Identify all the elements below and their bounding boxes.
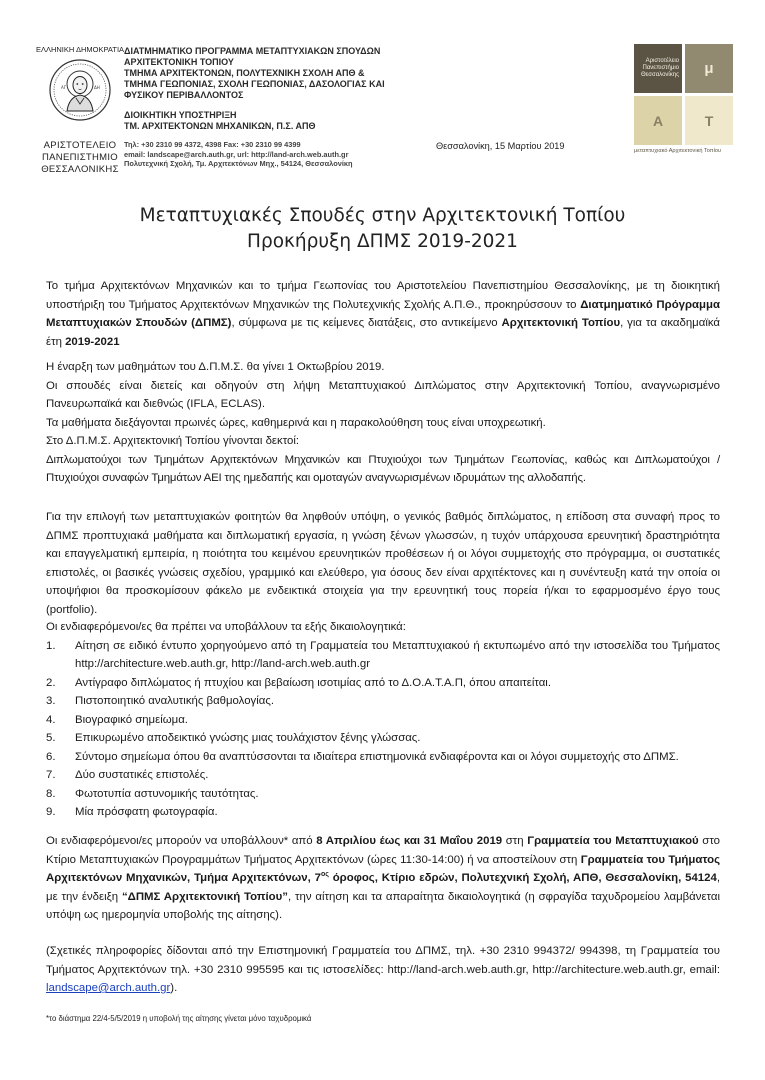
list-item	[46, 637, 720, 674]
list-text: Αντίγραφο διπλώματος ή πτυχίου και βεβαίωση ισοτιμίας από το Δ.Ο.Α.Τ.Α.Π, όπου απαιτείται.	[75, 676, 551, 689]
list-text: Βιογραφικό σημείωμα.	[75, 713, 188, 726]
logo-cell-alpha: Α	[634, 96, 682, 145]
eligibility-paragraph: Διπλωματούχοι των Τμημάτων Αρχιτεκτόνων Μηχανικών και Πτυχιούχοι των Τμημάτων Γεωπονίας, καθώς και Διπλωματούχοι / Πτυχιούχοι συναφών Τμημάτων ΑΕΙ της ημεδαπής και ομοταγών αναγνωρισμένων ιδρυμάτων της αλλοδαπής.	[46, 453, 720, 484]
support-line: ΤΜ. ΑΡΧΙΤΕΚΤΟΝΩΝ ΜΗΧΑΝΙΚΩΝ, Π.Σ. ΑΠΘ	[124, 121, 316, 131]
university-name-line: ΑΡΙΣΤΟΤΕΛΕΙΟ	[43, 140, 117, 151]
list-number: 9.	[46, 806, 56, 818]
list-number: 2.	[46, 676, 56, 689]
logo-grid	[634, 44, 744, 145]
contact-paragraph	[46, 942, 720, 998]
program-header	[124, 46, 444, 169]
secretariat-bold: Γραμματεία του Μεταπτυχιακού	[527, 835, 699, 847]
logo-text-line: Αριστοτέλειο	[645, 58, 679, 64]
list-item	[46, 729, 720, 748]
contact-address: Πολυτεχνική Σχολή, Τμ. Αρχιτεκτόνων Μηχ., 54124, Θεσσαλονίκη	[124, 159, 353, 169]
documents-section	[46, 618, 720, 822]
duration-paragraph: Οι σπουδές είναι διετείς και οδηγούν στη λήψη Μεταπτυχιακού Διπλώματος στην Αρχιτεκτονική Τοπίου, αναγνωρισμένο Πανευρωπαϊκά και διεθνώς (IFLA, ECLAS).	[46, 379, 720, 410]
logo-text-line: Θεσσαλονίκης	[640, 72, 679, 78]
intro-paragraph	[46, 277, 720, 351]
text-run: Το τμήμα Αρχιτεκτόνων Μηχανικών και το τμήμα Γεωπονίας του Αριστοτελείου Πανεπιστημίου Θεσσαλονίκης, με τη διοικητική υποστήριξη του Τμήματος Αρχιτεκτόνων Μηχανικών της Πολυτεχνικής Σχολής Α.Π.Θ., προκηρύσσουν το	[46, 280, 720, 311]
text-run: στη	[502, 835, 528, 847]
start-date-paragraph: Η έναρξη των μαθημάτων του Δ.Π.Μ.Σ. θα γίνει 1 Οκτωβρίου 2019.	[46, 361, 385, 373]
contact-email-url: email: landscape@arch.auth.gr, url: http://land-arch.web.auth.gr	[124, 149, 349, 159]
envelope-label-bold: “ΔΠΜΣ Αρχιτεκτονική Τοπίου”	[121, 890, 288, 903]
list-text: Μία πρόσφατη φωτογραφία.	[75, 806, 218, 818]
list-number: 5.	[46, 732, 56, 744]
university-seal-icon	[49, 59, 111, 121]
email-link[interactable]: landscape@arch.auth.gr	[46, 982, 171, 994]
list-number: 8.	[46, 787, 56, 800]
list-text: Επικυρωμένο αποδεικτικό γνώσης μιας τουλάχιστον ξένης γλώσσας.	[75, 732, 421, 744]
document-date: Θεσσαλονίκη, 15 Μαρτίου 2019	[436, 141, 565, 151]
intro-section	[46, 277, 720, 351]
program-name-bold: Διατμηματικό Πρόγραμμα Μεταπτυχιακών Σπουδών (ΔΠΜΣ)	[46, 298, 720, 329]
text-run: όροφος, Κτίριο εδρών, Πολυτεχνική Σχολή, ΑΠΘ, Θεσσαλονίκη, 54124	[328, 872, 717, 884]
text-run: , με την ένδειξη	[46, 872, 720, 903]
documents-list	[46, 637, 720, 822]
deadline-bold: 8 Απριλίου έως και 31 Μαΐου 2019	[316, 835, 503, 847]
subject-bold: Αρχιτεκτονική Τοπίου	[501, 317, 621, 329]
program-line: ΤΜΗΜΑ ΑΡΧΙΤΕΚΤΟΝΩΝ, ΠΟΛΥΤΕΧΝΙΚΗ ΣΧΟΛΗ ΑΠΘ &	[124, 68, 365, 78]
contact-phone: Τηλ: +30 2310 99 4372, 4398 Fax: +30 2310 99 4399	[124, 140, 301, 149]
support-line: ΔΙΟΙΚΗΤΙΚΗ ΥΠΟΣΤΗΡΙΞΗ	[124, 110, 237, 120]
document-title	[0, 203, 765, 255]
university-name-line: ΘΕΣΣΑΛΟΝΙΚΗΣ	[41, 164, 119, 175]
title-line-1: Μεταπτυχιακές Σπουδές στην Αρχιτεκτονική Τοπίου	[139, 205, 626, 226]
list-number: 1.	[46, 639, 56, 652]
title-line-2: Προκήρυξη ΔΠΜΣ 2019-2021	[247, 231, 518, 252]
contact-details	[124, 140, 444, 169]
list-item	[46, 803, 720, 822]
eligibility-heading: Στο Δ.Π.Μ.Σ. Αρχιτεκτονική Τοπίου γίνονται δεκτοί:	[46, 435, 300, 447]
text-run: , για τα ακαδημαϊκά έτη	[46, 317, 720, 348]
program-line: ΔΙΑΤΜΗΜΑΤΙΚΟ ΠΡΟΓΡΑΜΜΑ ΜΕΤΑΠΤΥΧΙΑΚΩΝ ΣΠΟΥΔΩΝ	[124, 46, 381, 56]
list-item	[46, 674, 720, 693]
list-number: 3.	[46, 695, 56, 707]
list-item	[46, 692, 720, 711]
text-run: Γραμματεία του Τμήματος Αρχιτεκτόνων Μηχανικών, Τμήμα Αρχιτεκτόνων, 7	[46, 853, 720, 884]
text-run: ).	[170, 982, 178, 994]
svg-text:ΔΗ: ΔΗ	[94, 85, 100, 90]
selection-section	[46, 508, 720, 619]
documents-intro: Οι ενδιαφερόμενοι/ες θα πρέπει να υποβάλλουν τα εξής δικαιολογητικά:	[46, 621, 406, 633]
text-run: , σύμφωνα με τις κείμενες διατάξεις, στο αντικείμενο	[231, 317, 502, 329]
selection-paragraph: Για την επιλογή των μεταπτυχιακών φοιτητών θα ληφθούν υπόψη, ο γενικός βαθμός διπλώματος, η επίδοση στα συναφή προς το ΔΠΜΣ προπτυχιακά μαθήματα και διπλωματική εργασία, η γνώση ξένων γλωσσών, η τυχόν υπάρχουσα ερευνητική δραστηριότητα και επαγγελματική εμπειρία, η ποιότητα του κειμένου ερευνητικών προθέσεων ή οι λόγοι συμμετοχής στο πρόγραμμα, οι συστατικές επιστολές, οι βασικές γνώσεις σχεδίου, γραμμικό και ελεύθερο, για όσους δεν είναι αρχιτέκτονες και η συνέντευξη κατά την οποία οι υποψήφιοι θα προσκομίσουν φάκελο με ενδεικτικά στοιχεία για την ερευνητική τους πορεία ή/και το εφαρμοσμένο έργο τους (portfolio).	[46, 511, 720, 616]
list-number: 7.	[46, 769, 56, 781]
hellenic-republic-label: ΕΛΛΗΝΙΚΗ ΔΗΜΟΚΡΑΤΙΑ	[35, 45, 125, 54]
program-line: ΑΡΧΙΤΕΚΤΟΝΙΚΗ ΤΟΠΙΟΥ	[124, 57, 234, 67]
list-item	[46, 748, 720, 767]
logo-cell-mu: μ	[685, 44, 733, 93]
logo-cell-university	[634, 44, 682, 93]
submission-paragraph	[46, 832, 720, 925]
list-item	[46, 785, 720, 804]
svg-text:ΑΓ: ΑΓ	[61, 85, 66, 90]
ordinal-superscript: ος	[320, 871, 329, 879]
logo-text-line: Πανεπιστήμιο	[642, 65, 679, 71]
info-section	[46, 358, 720, 488]
contact-section	[46, 942, 720, 998]
list-text: Φωτοτυπία αστυνομικής ταυτότητας.	[75, 787, 259, 800]
years-bold: 2019-2021	[65, 335, 120, 348]
list-text: Αίτηση σε ειδικό έντυπο χορηγούμενο από τη Γραμματεία του Μεταπτυχιακού ή εκτυπωμένο από την ιστοσελίδα του Τμήματος http://architecture.web.auth.gr, http://land-arch.web.auth.gr	[75, 639, 720, 670]
submission-section	[46, 832, 720, 925]
text-run: , την αίτηση και τα απαραίτητα δικαιολογητικά (η σφραγίδα ταχυδρομείου λαμβάνεται υπόψη ως ημερομηνία υποβολής της αίτησης).	[46, 890, 720, 921]
text-run: Οι ενδιαφερόμενοι/ες μπορούν να υποβάλλουν* από	[46, 835, 317, 847]
logo-cell-tau: Τ	[685, 96, 733, 145]
program-logo	[634, 44, 744, 154]
list-number: 6.	[46, 750, 56, 763]
schedule-paragraph: Τα μαθήματα διεξάγονται πρωινές ώρες, καθημερινά και η παρακολούθηση τους είναι υποχρεωτική.	[46, 416, 546, 429]
text-run: στο Κτίριο Μεταπτυχιακών Προγραμμάτων Τμήματος Αρχιτεκτόνων (ώρες 11:30-14:00) ή να αποστείλουν στη	[46, 835, 720, 866]
list-text: Σύντομο σημείωμα όπου θα αναπτύσσονται τα ιδιαίτερα επιστημονικά ενδιαφέροντα και οι λόγοι συμμετοχής στο ΔΠΜΣ.	[75, 750, 679, 763]
logo-caption: μεταπτυχιακό Αρχιτεκτονική Τοπίου	[634, 148, 722, 154]
program-line: ΤΜΗΜΑ ΓΕΩΠΟΝΙΑΣ, ΣΧΟΛΗ ΓΕΩΠΟΝΙΑΣ, ΔΑΣΟΛΟΓΙΑΣ ΚΑΙ	[124, 79, 385, 89]
list-item	[46, 766, 720, 785]
list-item	[46, 711, 720, 730]
spacer	[124, 101, 444, 110]
list-number: 4.	[46, 713, 56, 726]
university-name	[30, 140, 130, 176]
text-run: (Σχετικές πληροφορίες δίδονται από την Επιστημονική Γραμματεία του ΔΠΜΣ, τηλ. +30 2310 994372/ 994398, τη Γραμματεία του Τμήματος Αρχιτεκτόνων τηλ. +30 2310 995595 και τις ιστοσελίδες: http://land-arch.web.auth.gr, http://architecture.web.auth.gr, email:	[46, 945, 720, 976]
university-name-line: ΠΑΝΕΠΙΣΤΗΜΙΟ	[42, 152, 118, 163]
university-seal-block	[30, 45, 130, 176]
list-text: Πιστοποιητικό αναλυτικής βαθμολογίας.	[75, 695, 274, 707]
footnote: *το διάστημα 22/4-5/5/2019 η υποβολή της αίτησης γίνεται μόνο ταχυδρομικά	[46, 1014, 312, 1023]
list-text: Δύο συστατικές επιστολές.	[75, 769, 209, 781]
program-line: ΦΥΣΙΚΟΥ ΠΕΡΙΒΑΛΛΟΝΤΟΣ	[124, 90, 244, 100]
